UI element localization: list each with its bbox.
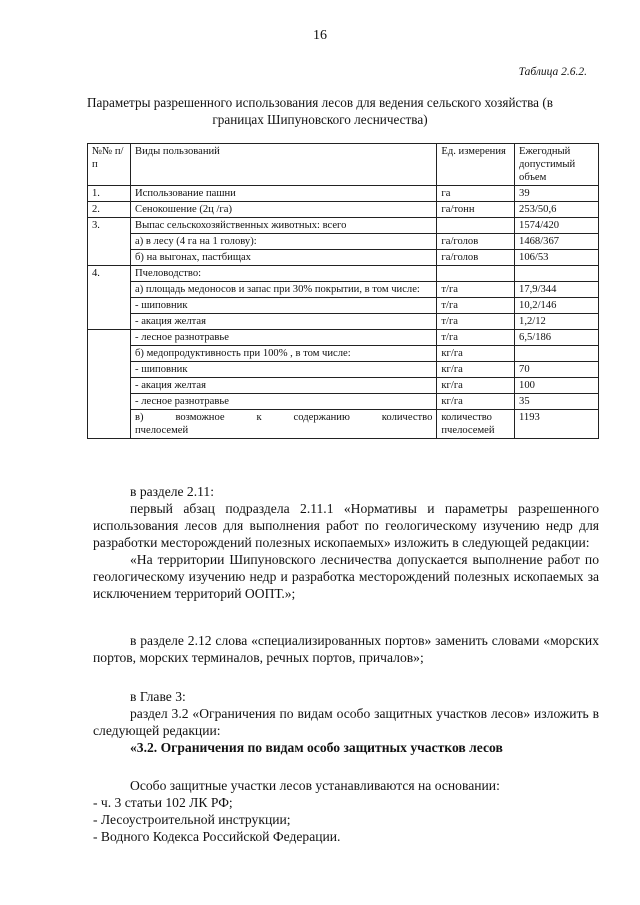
list-item: - Водного Кодекса Российской Федерации. (93, 829, 341, 844)
cell-num (88, 410, 131, 439)
section-heading: «3.2. Ограничения по видам особо защитных участков лесов (130, 740, 503, 755)
paragraph: в Главе 3: (130, 689, 186, 704)
cell-num (88, 234, 131, 250)
table-label: Таблица 2.6.2. (518, 66, 587, 78)
table-header-row (88, 144, 599, 186)
paragraph-section-2-11 (93, 483, 599, 602)
table-row (88, 186, 599, 202)
cell-kind: Сенокошение (2ц /га) (131, 202, 437, 218)
table-row (88, 298, 599, 314)
cell-unit (437, 266, 515, 282)
paragraph: раздел 3.2 «Ограничения по видам особо защитных участков лесов» изложить в следующей редакции: (93, 706, 599, 738)
cell-unit: т/га (437, 282, 515, 298)
cell-kind: Пчеловодство: (131, 266, 437, 282)
cell-unit: кг/га (437, 378, 515, 394)
cell-kind: Выпас сельскохозяйственных животных: всего (131, 218, 437, 234)
cell-num (88, 250, 131, 266)
cell-unit: кг/га (437, 394, 515, 410)
table-row (88, 378, 599, 394)
cell-volume: 39 (515, 186, 599, 202)
cell-num: 4. (88, 266, 131, 282)
table-row (88, 234, 599, 250)
cell-volume: 70 (515, 362, 599, 378)
cell-volume: 1193 (515, 410, 599, 439)
table-title: Параметры разрешенного использования лесов для ведения сельского хозяйства (в границах Шипуновского лесничества) (87, 95, 553, 127)
cell-volume: 6,5/186 (515, 330, 599, 346)
table-row (88, 410, 599, 439)
cell-volume: 17,9/344 (515, 282, 599, 298)
paragraph: первый абзац подраздела 2.11.1 «Нормативы и параметры разрешенного использования лесов для выполнения работ по геологическому изучению недр для разработки месторождений полезных ископаемых» изложить в следующей редакции: (93, 501, 599, 550)
cell-num: 3. (88, 218, 131, 234)
cell-unit: т/га (437, 330, 515, 346)
table-row (88, 282, 599, 298)
table-row (88, 362, 599, 378)
cell-kind: - акация желтая (131, 378, 437, 394)
cell-volume: 106/53 (515, 250, 599, 266)
table-row (88, 314, 599, 330)
list-item: - Лесоустроительной инструкции; (93, 812, 291, 827)
cell-volume: 1,2/12 (515, 314, 599, 330)
paragraph: в разделе 2.11: (130, 484, 214, 499)
cell-volume: 1468/367 (515, 234, 599, 250)
paragraph: Особо защитные участки лесов устанавливаются на основании: (130, 778, 500, 793)
cell-num (88, 346, 131, 362)
cell-num: 1. (88, 186, 131, 202)
cell-unit: га/тонн (437, 202, 515, 218)
table-row (88, 218, 599, 234)
cell-volume: 253/50,6 (515, 202, 599, 218)
cell-unit: кг/га (437, 362, 515, 378)
table-row (88, 330, 599, 346)
parameters-table (87, 143, 599, 439)
cell-unit (437, 218, 515, 234)
cell-kind-line: пчелосемей (135, 425, 189, 436)
cell-num (88, 378, 131, 394)
cell-unit: га/голов (437, 234, 515, 250)
cell-num (88, 282, 131, 298)
table-row (88, 266, 599, 282)
table-row (88, 394, 599, 410)
page-number: 16 (313, 28, 327, 43)
cell-kind: - акация желтая (131, 314, 437, 330)
cell-kind: - лесное разнотравье (131, 394, 437, 410)
cell-unit: т/га (437, 298, 515, 314)
cell-unit: га/голов (437, 250, 515, 266)
cell-num (88, 394, 131, 410)
header-volume: Ежегодный допустимый объем (515, 144, 599, 186)
cell-unit: кг/га (437, 346, 515, 362)
cell-volume (515, 346, 599, 362)
cell-volume: 1574/420 (515, 218, 599, 234)
cell-kind: - шиповник (131, 362, 437, 378)
cell-num: 2. (88, 202, 131, 218)
paragraph-chapter-3 (93, 688, 599, 756)
cell-unit: га (437, 186, 515, 202)
quoted-paragraph: «На территории Шипуновского лесничества допускается выполнение работ по геологическому изучению недр и разработка месторождений полезных ископаемых за исключением территорий ООПТ.»; (93, 552, 599, 601)
cell-kind: б) медопродуктивность при 100% , в том числе: (131, 346, 437, 362)
cell-kind: Использование пашни (131, 186, 437, 202)
table-row (88, 202, 599, 218)
cell-volume: 35 (515, 394, 599, 410)
cell-unit: количество пчелосемей (437, 410, 515, 439)
cell-kind-line: в) возможное к содержанию количество (135, 412, 433, 423)
paragraph-section-2-12 (93, 632, 599, 666)
table-row (88, 250, 599, 266)
cell-num (88, 298, 131, 314)
cell-volume: 100 (515, 378, 599, 394)
cell-num (88, 314, 131, 330)
list-item: - ч. 3 статьи 102 ЛК РФ; (93, 795, 233, 810)
cell-kind: - шиповник (131, 298, 437, 314)
table-row (88, 346, 599, 362)
cell-volume: 10,2/146 (515, 298, 599, 314)
cell-num (88, 362, 131, 378)
header-num: №№ п/п (88, 144, 131, 186)
header-unit: Ед. измерения (437, 144, 515, 186)
cell-kind: б) на выгонах, пастбищах (131, 250, 437, 266)
paragraph-basis-list (93, 777, 599, 845)
cell-volume (515, 266, 599, 282)
cell-unit: т/га (437, 314, 515, 330)
cell-kind: а) площадь медоносов и запас при 30% покрытии, в том числе: (131, 282, 437, 298)
cell-num (88, 330, 131, 346)
cell-kind: а) в лесу (4 га на 1 голову): (131, 234, 437, 250)
paragraph: в разделе 2.12 слова «специализированных портов» заменить словами «морских портов, морских терминалов, речных портов, причалов»; (93, 633, 599, 665)
cell-kind (131, 410, 437, 439)
header-kind: Виды пользований (131, 144, 437, 186)
cell-kind: - лесное разнотравье (131, 330, 437, 346)
